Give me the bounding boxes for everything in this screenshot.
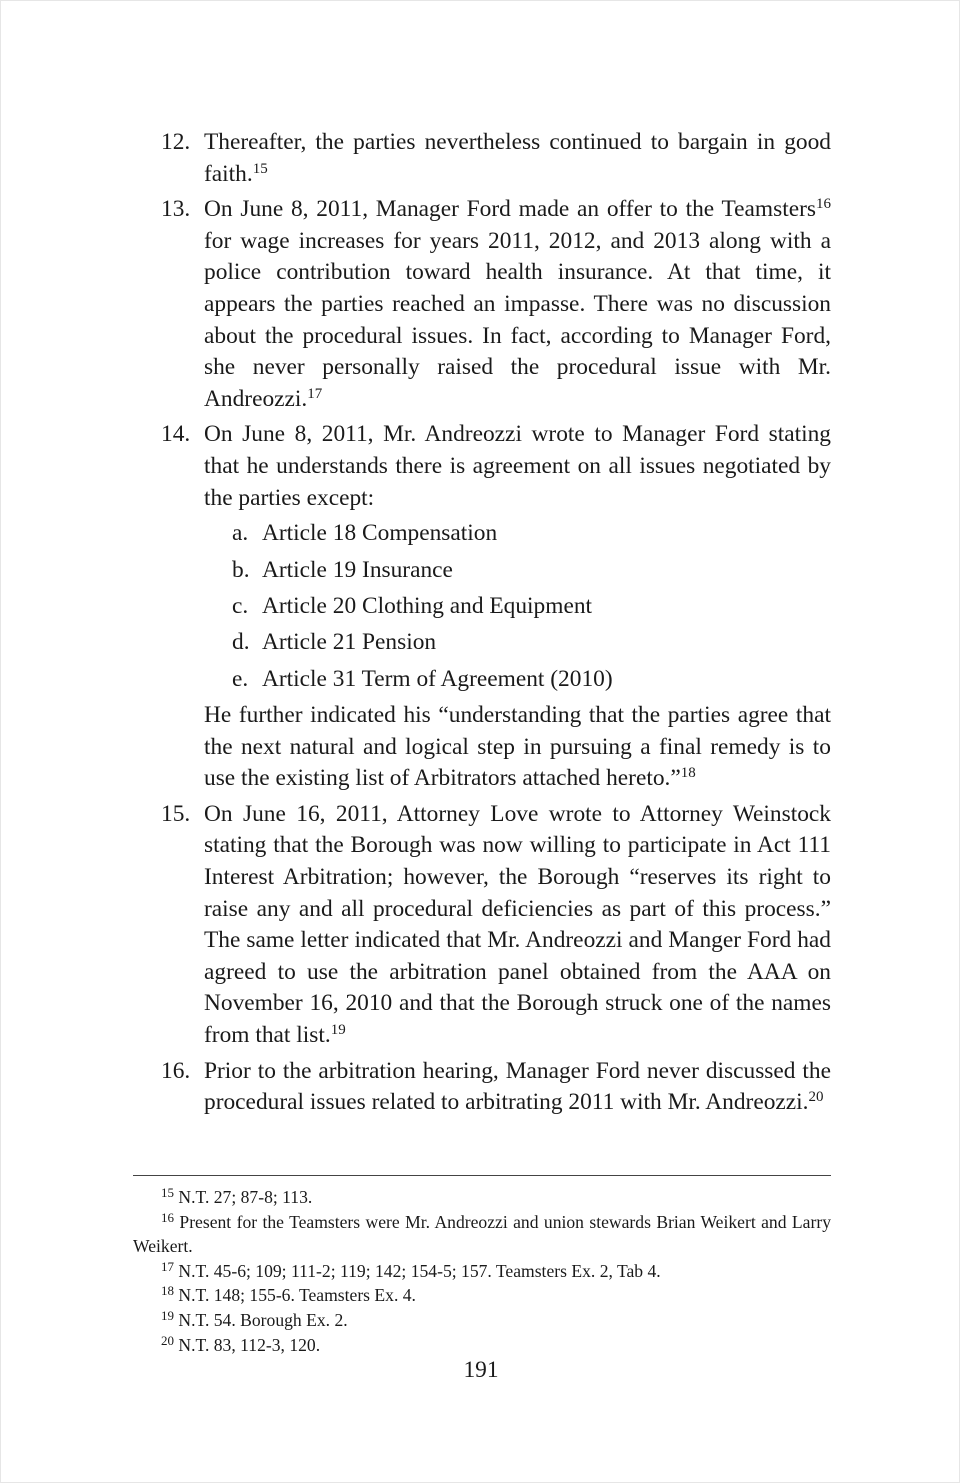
footnote-ref: 15: [252, 160, 268, 177]
paragraph-text: Thereafter, the parties nevertheless continued to bargain in good faith.$^{15}$: [204, 129, 831, 187]
list-item: a. Article 18 Compensation: [232, 520, 498, 547]
footnote-ref: 17: [307, 385, 323, 402]
footnote-ref: 19: [330, 1022, 346, 1039]
footnote-ref: 16: [816, 196, 831, 213]
footnote-number: 18: [161, 1283, 174, 1299]
footnotes: [133, 1185, 831, 1357]
list-item: e. Article 31 Term of Agreement (2010): [232, 665, 613, 692]
list-item: c. Article 20 Clothing and Equipment: [232, 592, 593, 619]
footnote: $^{19}$ N.T. 54. Borough Ex. 2.: [161, 1307, 348, 1330]
body-text: [161, 127, 831, 1123]
list-item: b. Article 19 Insurance: [232, 556, 453, 583]
exception-list: [204, 518, 831, 695]
paragraph-continuation: He further indicated his “understanding that the parties agree that the next natural and logical step in pursuing a final remedy is to use the existing list of Arbitrators attached hereto.”$^{18}$: [204, 702, 831, 792]
numbered-paragraph-16: [161, 1056, 831, 1119]
footnote-number: 19: [161, 1307, 174, 1323]
footnote: $^{18}$ N.T. 148; 155-6. Teamsters Ex. 4.: [161, 1283, 416, 1306]
paragraph-text: On June 8, 2011, Mr. Andreozzi wrote to Manager Ford stating that he understands there is agreement on all issues negotiated by the parties except:: [204, 421, 831, 511]
paragraph-number: 14.: [161, 421, 191, 448]
numbered-paragraph-12: [161, 127, 831, 190]
paragraph-text: On June 16, 2011, Attorney Love wrote to Attorney Weinstock stating that the Borough was now willing to participate in Act 111 Interest Arbitration; however, the Borough “reserves its right to raise any and all procedural deficiencies as part of this process.” The same letter indicated that Mr. Andreozzi and Manger Ford had agreed to use the arbitration panel obtained from the AAA on November 16, 2010 and that the Borough struck one of the names from that list.$^{19}$: [204, 800, 831, 1049]
paragraph-number: 15.: [161, 800, 191, 827]
numbered-paragraph-15: [161, 799, 831, 1052]
footnote-ref: 20: [808, 1089, 824, 1106]
paragraph-text: On June 8, 2011, Manager Ford made an offer to the Teamsters$^{16}$ for wage increases for years 2011, 2012, and 2013 along with a police contribution toward health insurance. At that time, it appears the parties reached an impasse. There was no discussion about the procedural issues. In fact, according to Manager Ford, she never personally raised the procedural issue with Mr. Andreozzi.$^{17}$: [204, 196, 831, 412]
paragraph-number: 13.: [161, 196, 191, 223]
paragraph-number: 12.: [161, 129, 191, 155]
footnote-number: 15: [161, 1185, 174, 1200]
footnote: $^{17}$ N.T. 45-6; 109; 111-2; 119; 142; 154-5; 157. Teamsters Ex. 2, Tab 4.: [161, 1258, 661, 1281]
footnote-number: 16: [161, 1209, 174, 1225]
page-number: 191: [463, 1357, 499, 1383]
list-item: d. Article 21 Pension: [232, 629, 437, 656]
footnote-number: 17: [161, 1258, 174, 1274]
footnote: $^{15}$ N.T. 27; 87-8; 113.: [161, 1185, 313, 1207]
footnote-divider: [133, 1175, 831, 1176]
footnote: $^{16}$ Present for the Teamsters were Mr. Andreozzi and union stewards Brian Weikert and Larry Weikert.: [133, 1209, 831, 1257]
numbered-paragraph-13: [161, 194, 831, 415]
footnote: $^{20}$ N.T. 83, 112-3, 120.: [161, 1332, 321, 1355]
paragraph-number: 16.: [161, 1057, 191, 1084]
footnote-number: 20: [161, 1332, 174, 1348]
paragraph-text: Prior to the arbitration hearing, Manager Ford never discussed the procedural issues related to arbitrating 2011 with Mr. Andreozzi.$^{20}$: [204, 1057, 831, 1116]
numbered-paragraph-14: [161, 419, 831, 795]
footnote-ref: 18: [680, 765, 696, 782]
